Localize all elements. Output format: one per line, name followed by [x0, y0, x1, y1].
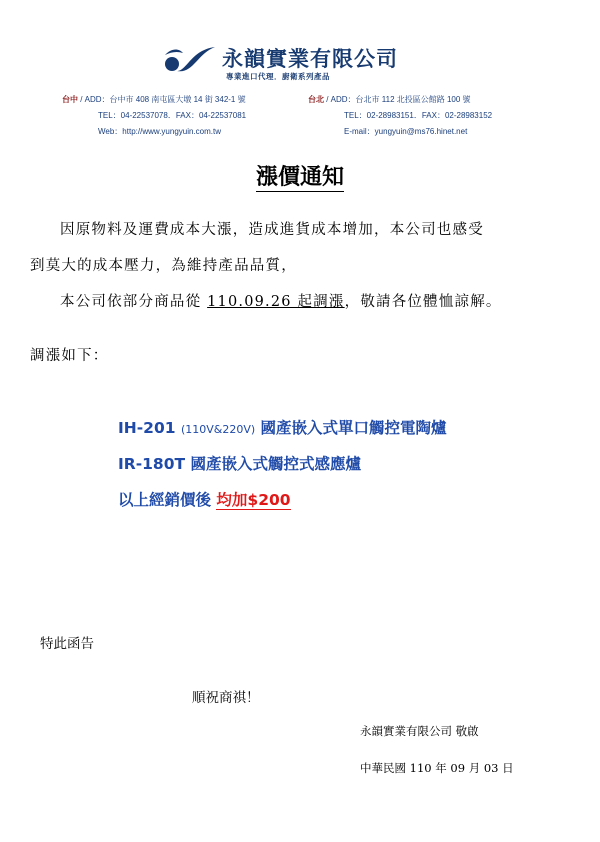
effective-date: 110.09.26 起調漲 — [207, 294, 345, 310]
notice-title — [0, 160, 600, 191]
taipei-phone-fax: TEL：02-28983151．FAX：02-28983152 — [344, 111, 493, 120]
paragraph-1-line-1: 因原物料及運費成本大漲，造成進貨成本增加，本公司也感受 — [60, 222, 484, 238]
taichung-address-text: / ADD：台中市 408 南屯區大墩 14 街 342-1 號 — [78, 95, 246, 104]
taipei-address — [308, 94, 471, 105]
price-increase: 均加$200 — [216, 491, 291, 509]
company-name: 永韻實業有限公司 — [222, 47, 398, 71]
taipei-address-text: / ADD：台北市 112 北投區公館路 100 號 — [324, 95, 471, 104]
list-intro: 調漲如下： — [30, 348, 109, 364]
notice-title-text: 漲價通知 — [255, 164, 344, 190]
product-item — [118, 452, 361, 474]
price-note-prefix: 以上經銷價後 — [118, 491, 212, 509]
taichung-phone-fax: TEL：04-22537078．FAX：04-22537081 — [98, 111, 247, 120]
paragraph-1-line-2: 到莫大的成本壓力，為維持產品品質， — [30, 258, 297, 274]
company-logo-icon — [163, 44, 217, 74]
paragraph-2: 本公司依部分商品從 110.09.26 起調漲，敬請各位體恤諒解。 — [60, 294, 502, 310]
taichung-address — [62, 94, 246, 105]
letter-date: 中華民國 110 年 09 月 03 日 — [360, 761, 514, 775]
company-website[interactable]: Web：http://www.yungyuin.com.tw — [98, 127, 222, 136]
price-note — [118, 488, 291, 510]
product-description: 國產嵌入式單口觸控電陶爐 — [260, 419, 447, 437]
product-item — [118, 416, 447, 438]
company-email[interactable]: E-mail：yungyuin@ms76.hinet.net — [344, 127, 468, 136]
product-model: IH-201 — [118, 419, 176, 437]
company-tagline: 專業進口代理．廚衛系列產品 — [226, 72, 330, 81]
taichung-label: 台中 — [62, 95, 78, 104]
product-description: 國產嵌入式觸控式感應爐 — [190, 455, 361, 473]
closing-regards: 順祝商祺！ — [192, 690, 260, 706]
taipei-label: 台北 — [308, 95, 324, 104]
signature: 永韻實業有限公司 敬啟 — [360, 724, 479, 738]
product-model: IR-180T — [118, 455, 186, 473]
product-voltage: (110V&220V) — [180, 423, 256, 436]
closing-special: 特此函告 — [40, 636, 94, 652]
